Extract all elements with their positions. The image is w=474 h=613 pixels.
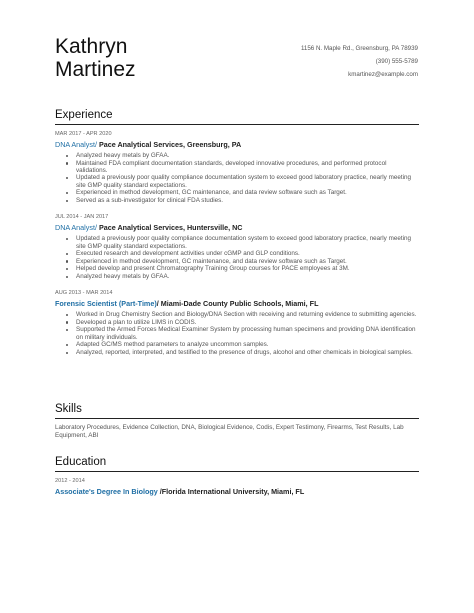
- experience-section: [55, 109, 419, 365]
- job-role: DNA Analyst/: [55, 223, 97, 233]
- bullet-item: Updated a previously poor quality compliance documentation system to exceed good laboratory practice, nearly meeting site GMP quality standard expectations.: [63, 174, 419, 189]
- job-entry: [55, 213, 419, 280]
- job-role: DNA Analyst/: [55, 140, 97, 149]
- phone: (390) 555-5789: [375, 58, 418, 65]
- job-dates: AUG 2013 - MAR 2014: [55, 290, 113, 297]
- bullet-item: Experienced in method development, GC maintenance, and data review software such as Target.: [63, 258, 419, 265]
- job-entry: [55, 130, 419, 204]
- job-bullets: [63, 311, 419, 356]
- bullet-item: Executed research and development activities under cGMP and GLP conditions.: [63, 250, 419, 257]
- job-dates: JUL 2014 - JAN 2017: [55, 214, 109, 221]
- education-dates: 2012 - 2014: [55, 478, 85, 484]
- degree: Associate's Degree In Biology: [55, 487, 158, 496]
- job-entry: [55, 289, 419, 356]
- bullet-item: Helped develop and present Chromatography Training Group courses for PACE employees at 3M.: [63, 265, 419, 272]
- bullet-item: Analyzed heavy metals by GFAA.: [63, 273, 419, 280]
- bullet-item: Worked in Drug Chemistry Section and Biology/DNA Section with receiving and returning evidence to submitting agencies.: [63, 311, 419, 318]
- school: /Florida International University, Miami, FL: [157, 487, 305, 496]
- bullet-item: Supported the Armed Forces Medical Examiner System by processing human specimens and providing DNA identification on military individuals.: [63, 326, 419, 341]
- last-name: Martinez: [55, 57, 136, 81]
- bullet-item: Developed a plan to utilize LIMS in CODIS.: [63, 319, 419, 326]
- email: kmartinez@example.com: [348, 71, 418, 78]
- job-dates: MAR 2017 - APR 2020: [55, 131, 112, 137]
- job-employer: / Miami-Dade County Public Schools, Miami, FL: [156, 299, 319, 309]
- contact-block: [301, 42, 418, 81]
- bullet-item: Adapted GC/MS method parameters to analyze uncommon samples.: [63, 341, 419, 348]
- bullet-item: Served as a sub-investigator for clinical FDA studies.: [63, 197, 419, 204]
- job-employer: Pace Analytical Services, Greensburg, PA: [96, 140, 242, 149]
- bullet-item: Maintained FDA compliant documentation standards, developed innovative procedures, and performed protocol validations.: [63, 160, 419, 175]
- job-bullets: [63, 235, 419, 280]
- skills-heading: Skills: [55, 403, 419, 419]
- job-title: [55, 223, 419, 233]
- first-name: Kathryn: [55, 35, 128, 58]
- education-heading: Education: [55, 456, 419, 472]
- bullet-item: Analyzed heavy metals by GFAA.: [63, 152, 419, 159]
- education-section: [55, 456, 419, 499]
- job-bullets: [63, 152, 419, 204]
- skills-list: Laboratory Procedures, Evidence Collection, DNA, Biological Evidence, Codis, Expert Testimony, Firearms, Test Results, Lab Equipment, ABI: [55, 424, 404, 439]
- candidate-name: [55, 36, 136, 81]
- experience-heading: Experience: [55, 109, 419, 125]
- education-title: [55, 487, 419, 497]
- bullet-item: Updated a previously poor quality compliance documentation system to exceed good laboratory practice, nearly meeting site GMP quality standard expectations.: [63, 235, 419, 250]
- job-role: Forensic Scientist (Part-Time): [55, 299, 157, 309]
- bullet-item: Experienced in method development, GC maintenance, and data review software such as Target.: [63, 189, 419, 196]
- skills-section: [55, 403, 419, 440]
- address: 1156 N. Maple Rd., Greensburg, PA 78939: [300, 45, 418, 52]
- bullet-item: Analyzed, reported, interpreted, and testified to the presence of drugs, alcohol and other chemicals in biological samples.: [63, 349, 419, 356]
- job-title: [55, 140, 419, 150]
- job-employer: Pace Analytical Services, Huntersville, NC: [96, 223, 243, 233]
- job-title: [55, 299, 419, 309]
